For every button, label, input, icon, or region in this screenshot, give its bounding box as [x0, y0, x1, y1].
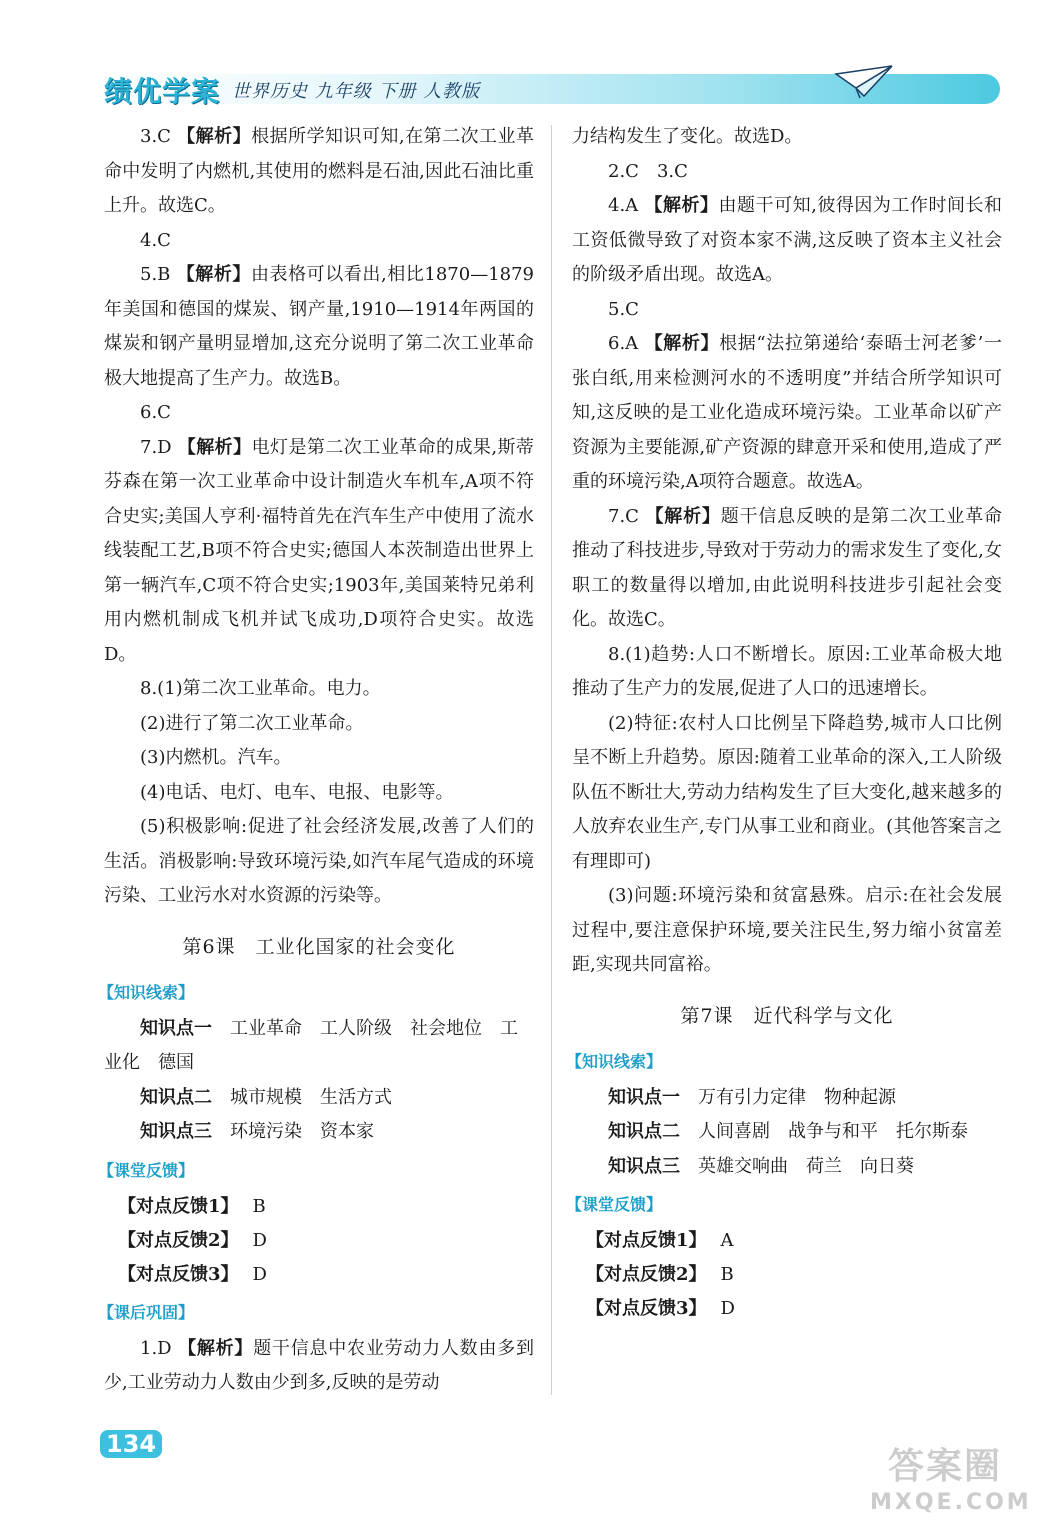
watermark-line-1: 答案圈: [887, 1446, 1002, 1487]
feedback-1: 【对点反馈1】 B: [118, 1195, 266, 1217]
answer-7: 7.D 【解析】电灯是第二次工业革命的成果,斯蒂芬森在第一次工业革命中设计制造火车机车,A项不符合史实;美国人亨利·福特首先在汽车生产中使用了流水线装配工艺,B项不符合史实;德国人本茨制造出世界上第一辆汽车,C项不符合史实;1903年,美国莱特兄弟利用内燃机制成飞机并试飞成功,D项符合史实。故选D。: [104, 436, 534, 665]
feedback-3: 【对点反馈3】 D: [118, 1263, 267, 1285]
feedback-7-3: 【对点反馈3】 D: [586, 1298, 735, 1319]
knowledge-point-1: 知识点一 工业革命 工人阶级 社会地位 工业化 德国: [104, 1017, 518, 1073]
answer-r6: 6.A 【解析】根据“法拉第递给‘泰晤士河老爹’一张白纸,用来检测河水的不透明度”并结合所学知识可知,这反映的是工业化造成环境污染。工业革命以矿产资源为主要能源,矿产资源的肆意开采和使用,造成了严重的环境污染,A项符合题意。故选A。: [572, 333, 1002, 492]
answer-8-1: 8.(1)第二次工业革命。电力。: [140, 678, 381, 699]
knowledge-point-7-1: 知识点一 万有引力定律 物种起源: [608, 1086, 896, 1108]
answer-8-4: (4)电话、电灯、电车、电报、电影等。: [140, 781, 454, 803]
knowledge-point-3: 知识点三 环境污染 资本家: [140, 1121, 374, 1142]
book-title: 世界历史 九年级 下册 人教版: [232, 81, 481, 102]
answer-r4: 4.A 【解析】由题干可知,彼得因为工作时间长和工资低微导致了对资本家不满,这反映了资本主义社会的阶级矛盾出现。故选A。: [572, 195, 1002, 285]
knowledge-clue-heading-7: 【知识线索】: [566, 1051, 663, 1071]
answer-2-3: 2.C 3.C: [608, 160, 688, 182]
page-header: [100, 62, 1000, 110]
answer-r8-2: (2)特征:农村人口比例呈下降趋势,城市人口比例呈不断上升趋势。原因:随着工业革命的深入,工人阶级队伍不断壮大,劳动力结构发生了巨大变化,越来越多的人放弃农业生产,专门从事工业和商业。(其他答案言之有理即可): [572, 712, 1002, 872]
column-divider: [551, 125, 552, 1395]
feedback-7-2: 【对点反馈2】 B: [586, 1264, 734, 1285]
lesson-6-title: 第6课 工业化国家的社会变化: [182, 935, 456, 958]
answer-8-2: (2)进行了第二次工业革命。: [140, 712, 364, 734]
answer-5: 5.B 【解析】由表格可以看出,相比1870—1879年美国和德国的煤炭、钢产量,1910—1914年两国的煤炭和钢产量明显增加,这充分说明了第二次工业革命极大地提高了生产力。故选B。: [104, 264, 534, 389]
answer-8-3: (3)内燃机。汽车。: [140, 747, 292, 768]
answer-8-5: (5)积极影响:促进了社会经济发展,改善了人们的生活。消极影响:导致环境污染,如汽车尾气造成的环境污染、工业污水对水资源的污染等。: [104, 816, 534, 906]
class-feedback-heading-7: 【课堂反馈】: [566, 1195, 663, 1214]
answer-4: 4.C: [140, 229, 171, 251]
knowledge-point-7-3: 知识点三 英雄交响曲 荷兰 向日葵: [608, 1155, 914, 1177]
lesson-7-title: 第7课 近代科学与文化: [680, 1004, 894, 1027]
feedback-2: 【对点反馈2】 D: [118, 1229, 267, 1251]
knowledge-point-7-2: 知识点二 人间喜剧 战争与和平 托尔斯泰: [608, 1121, 968, 1142]
series-logo: 绩优学案: [104, 75, 221, 108]
page-number: 134: [100, 1430, 162, 1458]
answer-r8-1: 8.(1)趋势:人口不断增长。原因:工业革命极大地推动了生产力的发展,促进了人口的迅速增长。: [572, 643, 1002, 699]
answer-6: 6.C: [140, 402, 171, 423]
right-column: [566, 120, 1003, 1326]
after-class-heading: 【课后巩固】: [98, 1302, 195, 1322]
knowledge-clue-heading: 【知识线索】: [98, 982, 195, 1002]
watermark-line-2: MXQE.COM: [870, 1490, 1032, 1515]
answer-3: 3.C 【解析】根据所学知识可知,在第二次工业革命中发明了内燃机,其使用的燃料是石油,因此石油比重上升。故选C。: [104, 126, 534, 216]
answer-r8-3: (3)问题:环境污染和贫富悬殊。启示:在社会发展过程中,要注意保护环境,要关注民生,努力缩小贫富差距,实现共同富裕。: [572, 885, 1002, 975]
knowledge-point-2: 知识点二 城市规模 生活方式: [140, 1086, 392, 1108]
left-column: [98, 120, 535, 1401]
paper-plane-icon: [834, 62, 894, 102]
answer-r7: 7.C 【解析】题干信息反映的是第二次工业革命推动了科技进步,导致对于劳动力的需求发生了变化,女职工的数量得以增加,由此说明科技进步引起社会变化。故选C。: [572, 505, 1003, 630]
watermark-logo: [870, 1445, 1032, 1525]
feedback-7-1: 【对点反馈1】 A: [586, 1230, 734, 1251]
answer-r5: 5.C: [608, 298, 639, 320]
class-feedback-heading: 【课堂反馈】: [98, 1160, 195, 1180]
answer-1-continued: 力结构发生了变化。故选D。: [572, 126, 803, 147]
after-answer-1: 1.D 【解析】题干信息中农业劳动力人数由多到少,工业劳动力人数由少到多,反映的是劳动: [104, 1337, 535, 1393]
